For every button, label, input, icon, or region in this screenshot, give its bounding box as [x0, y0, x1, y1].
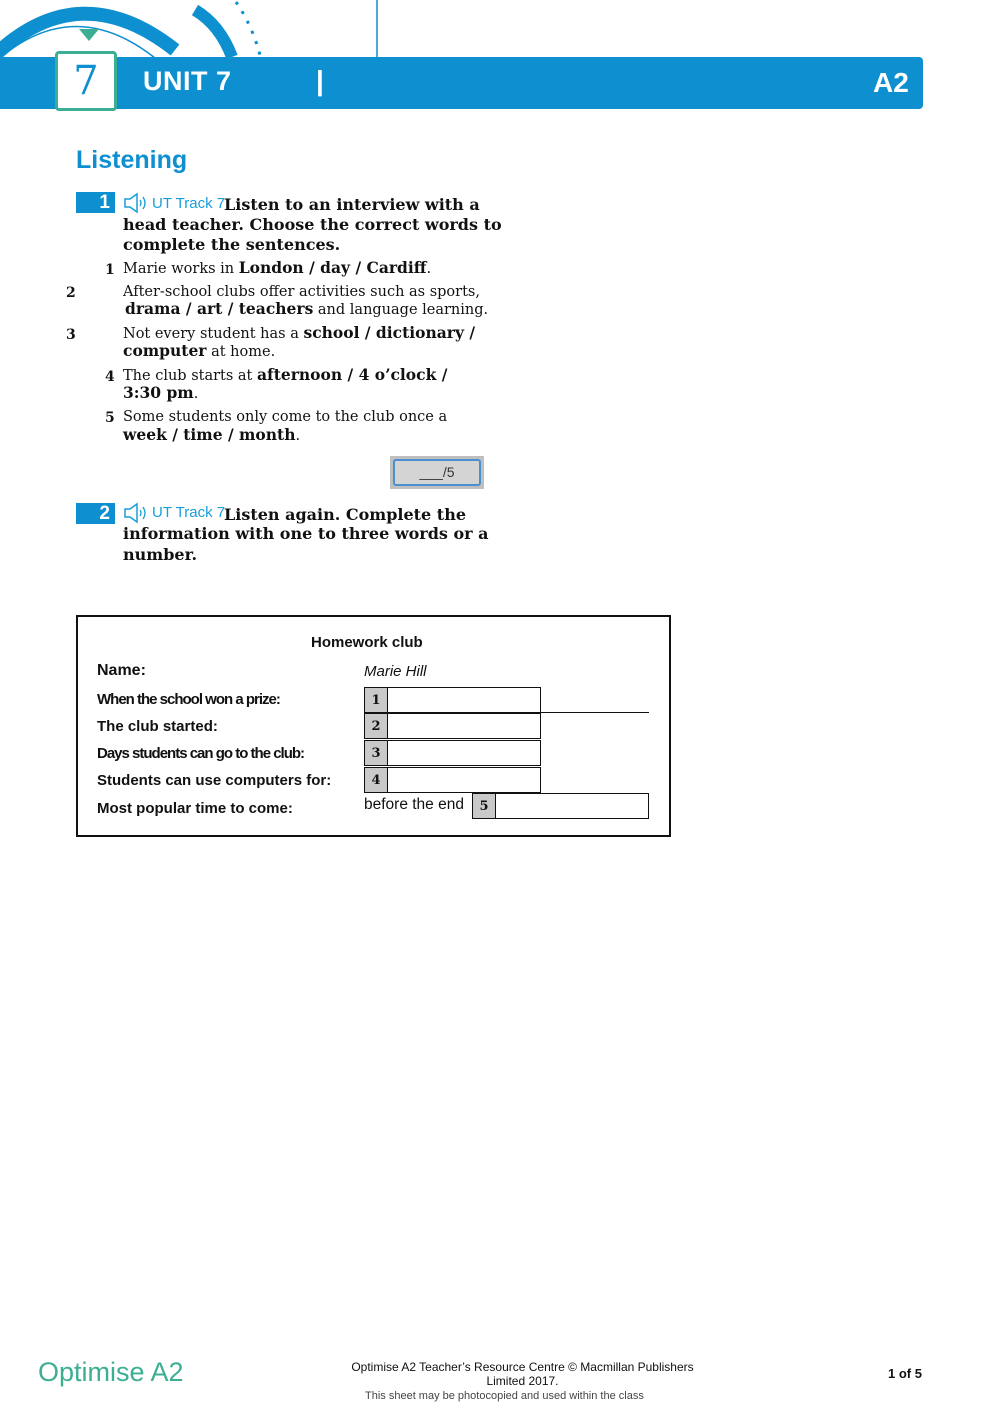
exercise-1-instruction-line: head teacher. Choose the correct words to [123, 215, 502, 234]
answer-field-2[interactable] [387, 713, 541, 739]
exercise-2-track[interactable]: UT Track 7 [152, 504, 226, 521]
answer-field-5[interactable] [495, 793, 649, 819]
row-value-name: Marie Hill [364, 663, 427, 680]
copyright-line: Optimise A2 Teacher’s Resource Centre © Macmillan Publishers [351, 1360, 694, 1374]
row-label-popular-time: Most popular time to come: [97, 800, 293, 817]
section-title: Listening [76, 146, 188, 174]
copyright-line: Limited 2017. [486, 1374, 559, 1388]
answer-number: 3 [364, 740, 388, 766]
answer-field-3[interactable] [387, 740, 541, 766]
answer-number: 4 [364, 767, 388, 793]
item-5-text: Some students only come to the club once a [123, 409, 448, 425]
row-prefix-before-the-end: before the end [364, 796, 464, 813]
unit-title: UNIT 7 [143, 66, 232, 96]
item-2-options[interactable]: drama / art / teachers [125, 299, 314, 318]
exercise-1-number: 1 [76, 192, 115, 213]
speaker-icon[interactable] [123, 192, 151, 214]
item-2-text: After-school clubs offer activities such as sports, [123, 284, 480, 300]
level-label: A2 [873, 67, 909, 98]
item-2-text-continued: drama / art / teachers and language learning. [125, 299, 489, 318]
header-bar [0, 57, 923, 109]
score-field[interactable]: ___/5 [393, 459, 481, 486]
footer-brand-logo: Optimise A2 [38, 1357, 184, 1387]
item-number: 2 [66, 285, 76, 301]
item-4-text-continued: 3:30 pm. [123, 383, 199, 402]
answer-underline [541, 712, 649, 713]
exercise-2-instruction-line: number. [123, 545, 198, 564]
exercise-1-track[interactable]: UT Track 7 [152, 195, 226, 212]
footer-photocopy-note: This sheet may be photocopied and used within the class [365, 1390, 644, 1402]
row-label-club-started: The club started: [97, 718, 218, 735]
row-label-computers: Students can use computers for: [97, 772, 332, 789]
item-number: 5 [105, 410, 115, 426]
item-3-options[interactable]: school / dictionary / [303, 323, 476, 342]
answer-number: 2 [364, 713, 388, 739]
item-4-options[interactable]: afternoon / 4 o’clock / [257, 365, 448, 384]
speaker-icon[interactable] [123, 502, 151, 524]
exercise-2-instruction-line: Listen again. Complete the [224, 505, 467, 524]
item-number: 1 [105, 262, 115, 278]
homework-table-title: Homework club [311, 634, 423, 651]
row-label-prize: When the school won a prize: [97, 691, 280, 708]
row-label-name: Name: [97, 662, 146, 679]
item-3-options-continued[interactable]: computer [123, 341, 207, 360]
footer-copyright [340, 1360, 705, 1388]
unit-number-badge: 7 [55, 51, 117, 111]
item-4-text: The club starts at afternoon / 4 o’clock / [123, 365, 448, 384]
badge-pointer-icon [79, 29, 99, 41]
item-3-text: Not every student has a school / dictionary / [123, 323, 476, 342]
exercise-1-instruction-line: complete the sentences. [123, 235, 341, 254]
exercise-1-instruction-line: Listen to an interview with a [224, 195, 480, 214]
title-separator: | [316, 65, 324, 96]
item-1-options[interactable]: London / day / Cardiff [238, 258, 427, 277]
answer-field-4[interactable] [387, 767, 541, 793]
answer-field-1[interactable] [387, 687, 541, 713]
item-1-text: Marie works in London / day / Cardiff. [123, 258, 432, 277]
page-number: 1 of 5 [888, 1366, 922, 1381]
item-3-text-continued: computer at home. [123, 341, 276, 360]
item-number: 3 [66, 327, 76, 343]
exercise-2-instruction-line: information with one to three words or a [123, 524, 489, 543]
score-box[interactable] [390, 456, 484, 489]
answer-number: 5 [472, 793, 496, 819]
item-4-options-continued[interactable]: 3:30 pm [123, 383, 194, 402]
item-5-text-continued: week / time / month. [123, 425, 301, 444]
answer-number: 1 [364, 687, 388, 713]
exercise-2-number: 2 [76, 503, 115, 524]
item-number: 4 [105, 369, 115, 385]
row-label-days: Days students can go to the club: [97, 745, 305, 762]
item-5-options[interactable]: week / time / month [123, 425, 296, 444]
